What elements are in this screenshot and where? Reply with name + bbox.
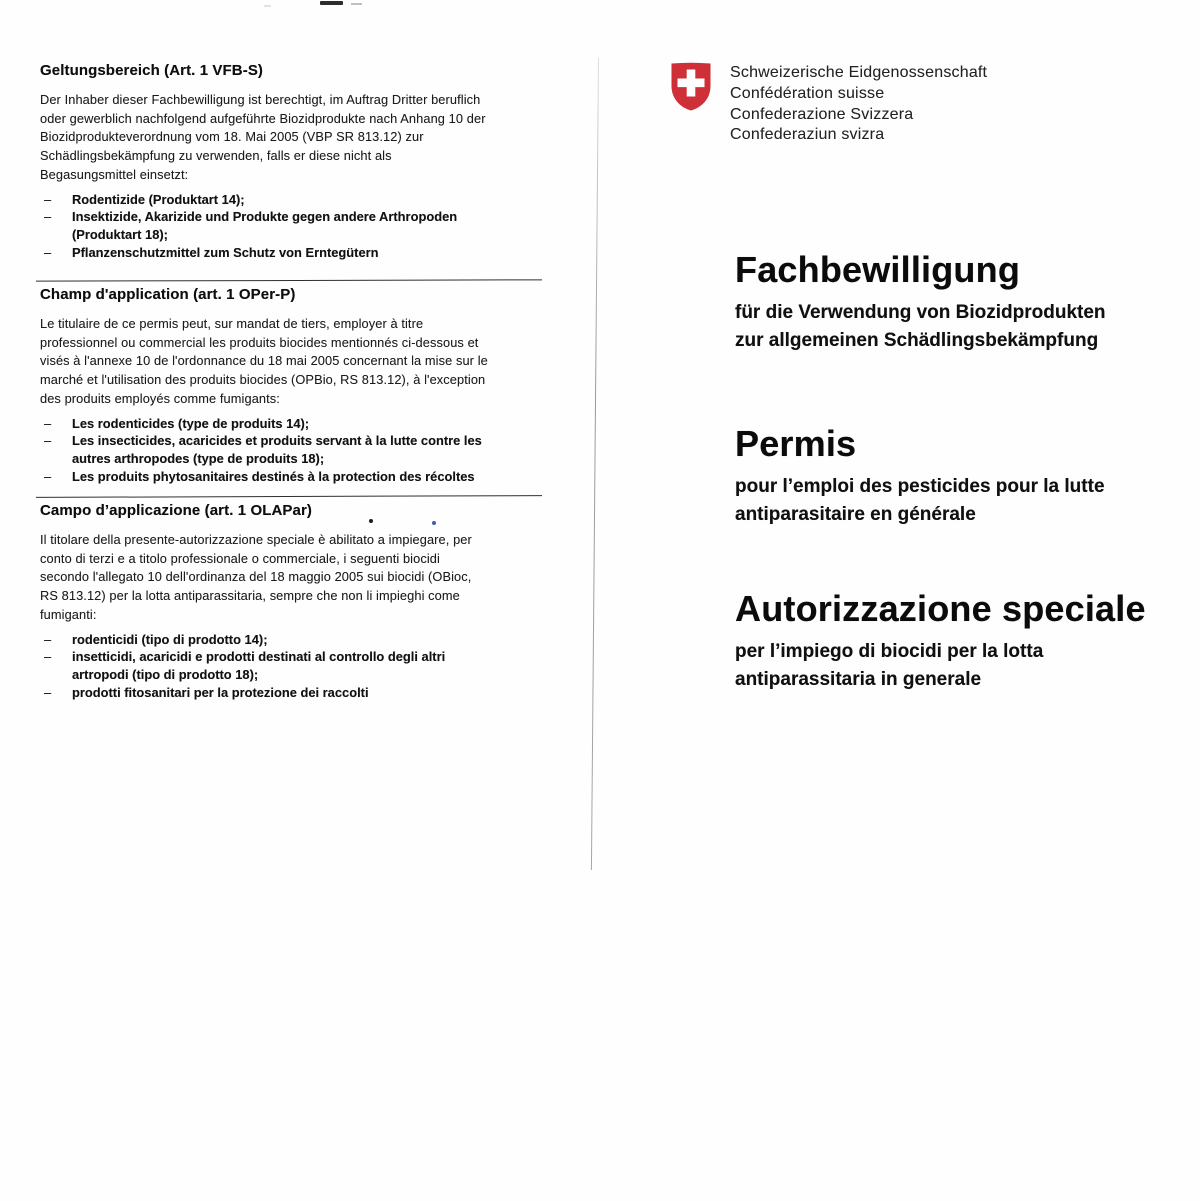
bullet-list [40,631,545,702]
bullet-text: Pflanzenschutzmittel zum Schutz von Erntegütern [72,244,379,260]
section-heading: Campo d’applicazione (art. 1 OLAPar) [40,502,312,519]
section-body [40,315,545,409]
bullet-text: Rodentizide (Produktart 14); [72,191,245,207]
list-item [40,191,545,209]
subtitle-line: per l’impiego di biocidi per la lotta [735,641,1044,663]
list-item [40,432,545,468]
bullet-dash: – [44,468,52,484]
body-line: des produits employés comme fumigants: [40,390,280,406]
bullet-dash: – [44,433,52,449]
body-line: marché et l'utilisation des produits biocides (OPBio, RS 813.12), à l'exception [40,372,486,388]
body-line: Biozidprodukteverordnung vom 18. Mai 2005 (VBP SR 813.12) zur [40,129,424,145]
document-title: Autorizzazione speciale [735,588,1146,629]
body-line: visés à l'annexe 10 de l'ordonnance du 18 mai 2005 concernant la mise sur le [40,353,488,369]
bullet-text: Les insecticides, acaricides et produits servant à la lutte contre les autres arthropodes (type de produits 18); [72,433,482,467]
body-line: Der Inhaber dieser Fachbewilligung ist berechtigt, im Auftrag Dritter beruflich [40,92,481,107]
bullet-text: Les produits phytosanitaires destinés à la protection des récoltes [72,468,475,484]
scan-artifact-mark [351,3,362,5]
body-line: secondo l'allegato 10 dell'ordinanza del 18 maggio 2005 sui biocidi (OBioc, [40,569,472,585]
bullet-list [40,191,545,262]
section-heading: Champ d'application (art. 1 OPer-P) [40,286,296,303]
bullet-text: Les rodenticides (type de produits 14); [72,415,310,431]
body-line: RS 813.12) per la lotta antiparassitaria, sempre che non li impieghi come [40,588,460,604]
body-line: Le titulaire de ce permis peut, sur mandat de tiers, employer à titre [40,316,424,331]
bullet-dash: – [44,209,52,225]
subtitle-line: antiparassitaria in generale [735,668,982,690]
federal-wordmark-line: Confederazione Svizzera [730,105,914,123]
section-french-scope [40,286,545,486]
body-line: fumiganti: [40,606,97,622]
federal-wordmark-line: Schweizerische Eidgenossenschaft [730,64,988,81]
body-line: professionnel ou commercial les produits biocides mentionnés ci-dessous et [40,334,479,350]
page-fold-line [591,58,599,870]
scan-artifact-mark [264,5,271,7]
bullet-text: rodenticidi (tipo di prodotto 14); [72,631,268,647]
section-italian-scope [40,502,545,702]
bullet-dash: – [44,649,52,665]
list-item [40,244,545,262]
list-item [40,208,545,244]
section-divider [36,279,542,281]
document-subtitle [735,473,1175,528]
subtitle-line: antiparasitaire en générale [735,503,976,525]
body-line: Il titolare della presente-autorizzazione speciale è abilitato a impiegare, per [40,532,472,547]
swiss-coat-of-arms-icon [668,62,714,112]
body-line: Schädlingsbekämpfung zu verwenden, falls er diese nicht als [40,148,392,164]
federal-wordmark-line: Confédération suisse [730,84,885,102]
scan-artifact-mark [320,1,343,5]
subtitle-line: pour l’emploi des pesticides pour la lutte [735,476,1105,498]
bullet-dash: – [44,191,52,207]
list-item [40,648,545,684]
bullet-dash: – [44,631,52,647]
title-block-german [735,250,1175,354]
body-line: oder gewerblich nachfolgend aufgeführte Biozidprodukte nach Anhang 10 der [40,110,486,126]
document-title: Fachbewilligung [735,249,1021,290]
list-item [40,468,545,486]
section-german-scope [40,62,545,262]
bullet-text: Insektizide, Akarizide und Produkte gegen andere Arthropoden (Produktart 18); [72,209,458,243]
document-subtitle [735,638,1175,693]
title-block-italian [735,589,1175,693]
section-heading: Geltungsbereich (Art. 1 VFB-S) [40,62,264,79]
section-body [40,531,545,625]
bullet-text: insetticidi, acaricidi e prodotti destinati al controllo degli altri artropodi (tipo di prodotto 18); [72,649,446,683]
section-divider [36,495,542,498]
bullet-dash: – [44,415,52,431]
list-item [40,631,545,649]
bullet-text: prodotti fitosanitari per la protezione dei raccolti [72,684,369,700]
bullet-list [40,415,545,486]
subtitle-line: zur allgemeinen Schädlingsbekämpfung [735,329,1099,351]
federal-wordmark [730,63,987,146]
document-title: Permis [735,423,857,464]
title-block-french [735,424,1175,528]
list-item [40,415,545,433]
subtitle-line: für die Verwendung von Biozidprodukten [735,302,1106,324]
body-line: Begasungsmittel einsetzt: [40,166,189,182]
document-subtitle [735,299,1175,354]
list-item [40,684,545,702]
bullet-dash: – [44,244,52,260]
body-line: conto di terzi e a titolo professionale o commerciale, i seguenti biocidi [40,550,440,566]
bullet-dash: – [44,684,52,700]
federal-wordmark-line: Confederaziun svizra [730,126,885,144]
section-body [40,91,545,185]
